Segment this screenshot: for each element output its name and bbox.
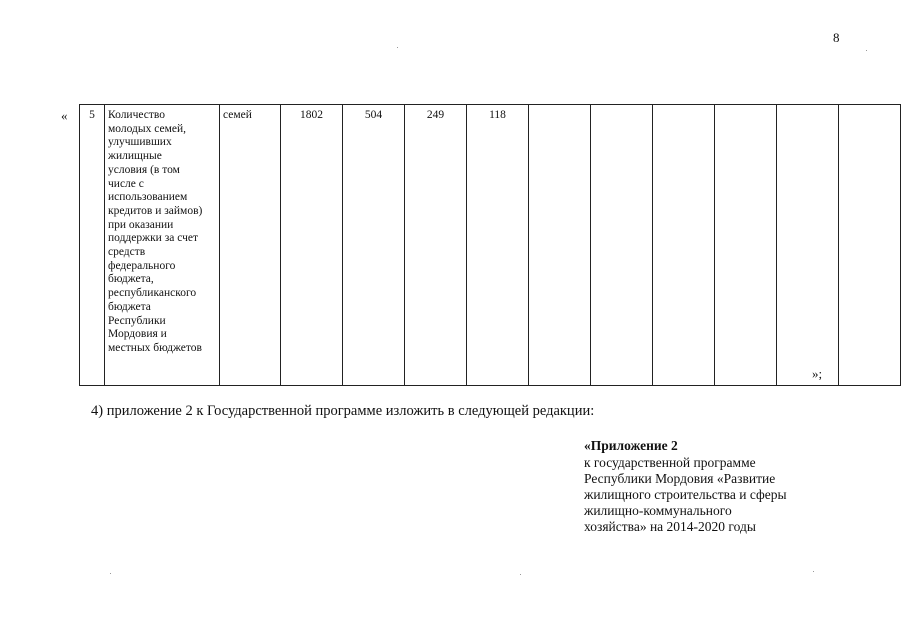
indicator-name-line: числе с [108,177,144,190]
scan-speck [813,571,814,572]
appendix-subtitle-line: жилищного строительства и сферы [584,487,787,502]
amendment-paragraph: 4) приложение 2 к Государственной программе изложить в следующей редакции: [91,403,595,419]
indicator-name-line: молодых семей, [108,122,186,135]
table-row [80,105,901,386]
scan-speck [520,574,521,575]
indicator-name-line: республиканского [108,287,197,300]
value-cell: 504 [343,105,405,386]
value-cell [653,105,715,386]
value-cell [529,105,591,386]
appendix-subtitle-line: к государственной программе [584,455,756,470]
appendix-subtitle-line: жилищно-коммунального [584,503,732,518]
scan-speck [866,50,867,51]
value-cell: 118 [467,105,529,386]
appendix-title: «Приложение 2 [584,438,678,453]
indicator-name-line: средств [108,246,146,259]
value-cell [591,105,653,386]
appendix-subtitle-line: Республики Мордовия «Развитие [584,471,776,486]
indicator-name-line: при оказании [108,218,174,231]
indicator-table [79,104,901,386]
closing-quote: »; [812,366,823,381]
indicator-name-line: условия (в том [108,163,180,176]
indicator-name-cell [105,105,220,386]
indicator-name-line: федерального [108,259,176,272]
unit-cell: семей [220,105,281,386]
indicator-name-line: улучшивших [108,136,172,149]
indicator-name-line: поддержки за счет [108,232,199,245]
value-cell: 1802 [281,105,343,386]
indicator-name-line: кредитов и займов) [108,204,203,217]
appendix-subtitle-line: хозяйства» на 2014-2020 годы [584,519,756,534]
page-number: 8 [833,30,840,45]
indicator-name-line: бюджета, [108,273,154,286]
scan-speck [110,573,111,574]
indicator-name-line: жилищные [108,150,162,163]
value-cell [839,105,901,386]
indicator-name-line: Мордовия и [108,328,167,341]
indicator-name-line: местных бюджетов [108,341,202,354]
row-number-cell: 5 [80,105,105,386]
indicator-name-line: Республики [108,314,166,327]
indicator-name-line: бюджета [108,300,151,313]
scan-speck [397,47,398,48]
indicator-name-line: использованием [108,191,188,204]
value-cell: 249 [405,105,467,386]
appendix-heading-block [584,438,787,535]
indicator-name-line: Количество [108,109,165,121]
opening-quote: « [61,108,68,123]
value-cell [777,105,839,386]
value-cell [715,105,777,386]
